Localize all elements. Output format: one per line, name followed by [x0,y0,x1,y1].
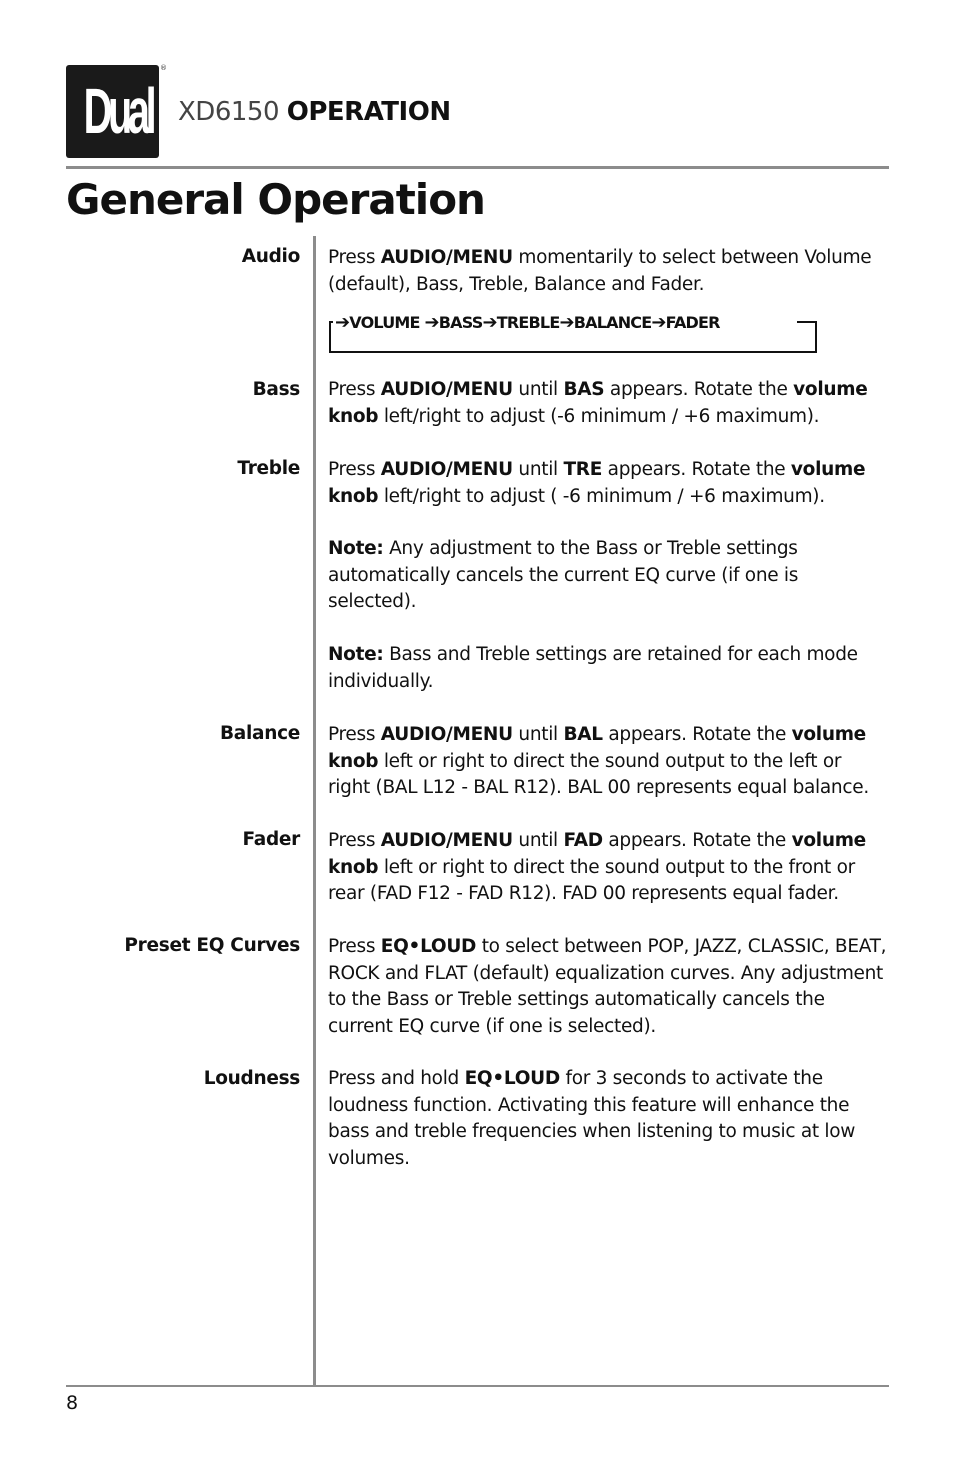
cycle-item-treble: TREBLE [496,313,560,332]
registered-mark: ® [160,64,167,72]
header-divider [66,166,889,169]
operation-label: OPERATION [286,97,451,127]
label-balance: Balance [220,723,300,744]
audio-mode-cycle-diagram [329,312,817,353]
label-treble: Treble [237,458,300,479]
label-preset-eq-curves: Preset EQ Curves [124,935,300,956]
arrow-right-icon: ➔ [424,312,439,333]
label-bass: Bass [252,379,300,400]
note-settings-retained: Note: Bass and Treble settings are retained for each mode individually. [328,644,858,692]
dual-logo: Dual [66,65,159,158]
section-header [178,94,451,130]
arrow-right-icon: ➔ [335,312,350,333]
model-number: XD6150 [178,97,279,127]
label-audio: Audio [241,246,300,267]
cycle-item-bass: BASS [438,313,483,332]
cycle-item-fader: FADER [665,313,720,332]
text-balance: Press AUDIO/MENU until BAL appears. Rotate the volume knob left or right to direct the sound output to the left or right (BAL L12 - BAL R12). BAL 00 represents equal balance. [328,724,869,798]
page-title: General Operation [66,175,485,224]
arrow-right-icon: ➔ [651,312,666,333]
arrow-right-icon: ➔ [559,312,574,333]
column-divider [313,236,316,1386]
cycle-item-balance: BALANCE [573,313,652,332]
note-eq-cancel: Note: Any adjustment to the Bass or Treble settings automatically cancels the current EQ curve (if one is selected). [328,538,799,612]
label-fader: Fader [242,829,300,850]
text-fader: Press AUDIO/MENU until FAD appears. Rotate the volume knob left or right to direct the sound output to the front or rear (FAD F12 - FAD R12). FAD 00 represents equal fader. [328,830,866,904]
label-loudness: Loudness [203,1068,300,1089]
text-preset-eq-curves: Press EQ•LOUD to select between POP, JAZZ, CLASSIC, BEAT, ROCK and FLAT (default) equalization curves. Any adjustment to the Bass or Treble settings automatically cancels the current EQ curve (if one is selected). [328,936,887,1037]
page-number: 8 [66,1392,79,1414]
footer-divider [66,1385,889,1387]
text-loudness: Press and hold EQ•LOUD for 3 seconds to activate the loudness function. Activating this feature will enhance the bass and treble frequencies when listening to music at low volumes. [328,1068,856,1169]
text-treble: Press AUDIO/MENU until TRE appears. Rotate the volume knob left/right to adjust ( -6 minimum / +6 maximum). [328,459,866,507]
arrow-right-icon: ➔ [482,312,497,333]
cycle-items [335,312,720,334]
text-bass: Press AUDIO/MENU until BAS appears. Rotate the volume knob left/right to adjust (-6 minimum / +6 maximum). [328,379,868,427]
cycle-item-volume: VOLUME [349,313,420,332]
text-audio: Press AUDIO/MENU momentarily to select between Volume (default), Bass, Treble, Balance and Fader. [328,247,872,295]
